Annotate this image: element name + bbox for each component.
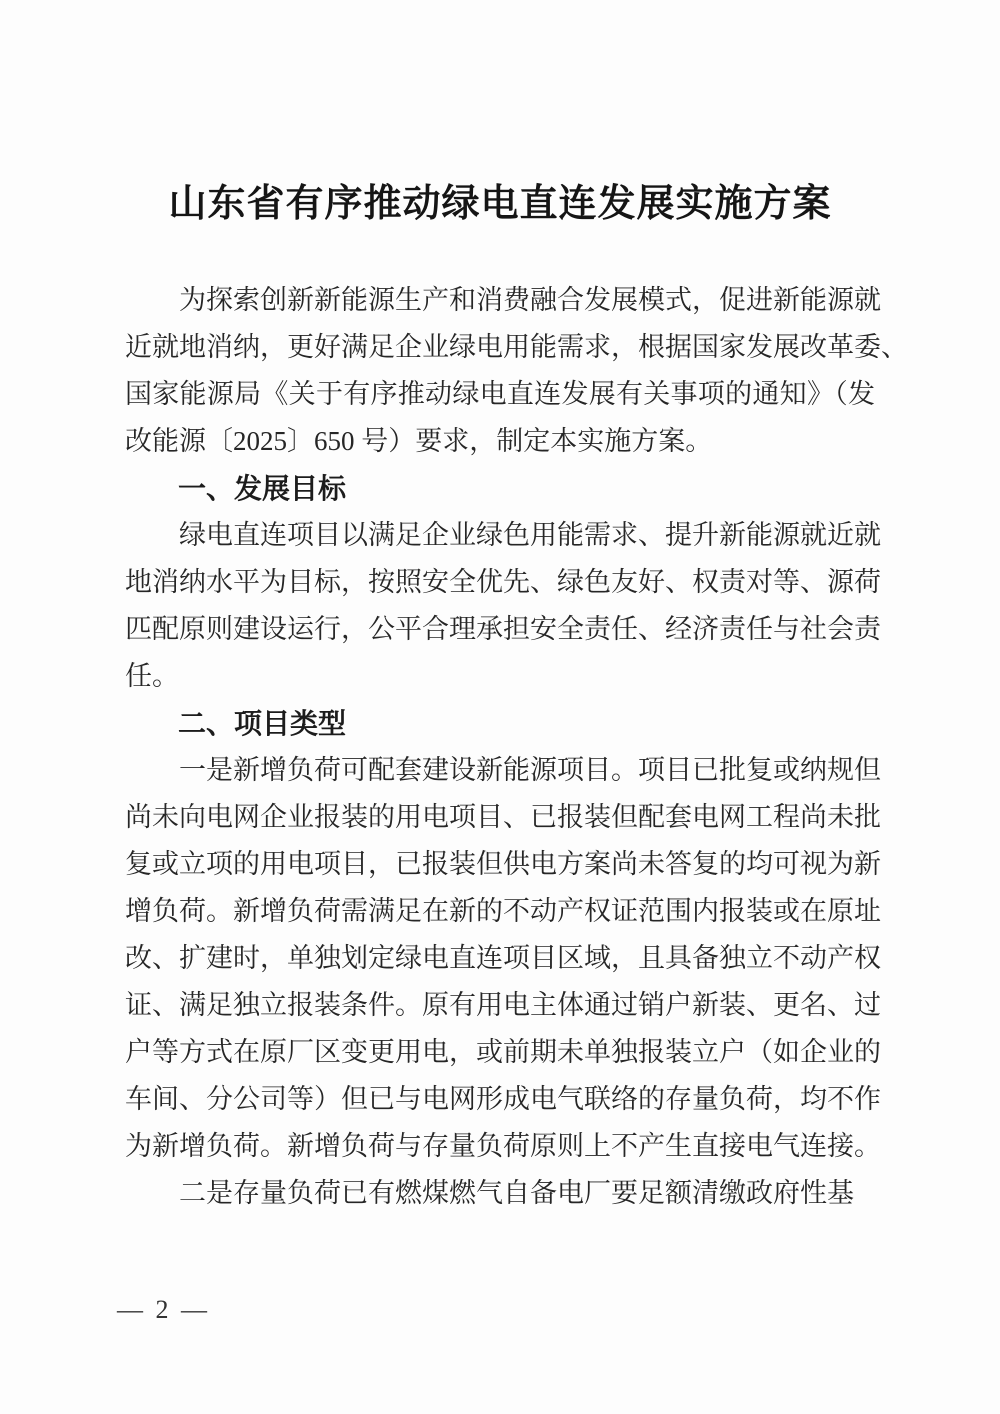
para1-line4: 改能源〔2025〕650 号）要求，制定本实施方案。 bbox=[125, 426, 713, 456]
section-heading-2: 二、项目类型 bbox=[178, 708, 347, 739]
para3-line2: 尚未向电网企业报装的用电项目、已报装但配套电网工程尚未批 bbox=[125, 802, 881, 832]
para3-line3: 复或立项的用电项目，已报装但供电方案尚未答复的均可视为新 bbox=[125, 849, 881, 879]
document-body bbox=[125, 277, 908, 1217]
para1-line3: 国家能源局《关于有序推动绿电直连发展有关事项的通知》（发 bbox=[125, 379, 875, 409]
page-number: — 2 — bbox=[117, 1295, 210, 1324]
para3-line1: 一是新增负荷可配套建设新能源项目。项目已批复或纳规但 bbox=[179, 755, 881, 785]
para3-line5: 改、扩建时，单独划定绿电直连项目区域，且具备独立不动产权 bbox=[125, 943, 881, 973]
para3-line6: 证、满足独立报装条件。原有用电主体通过销户新装、更名、过 bbox=[125, 990, 881, 1020]
para3-line7: 户等方式在原厂区变更用电，或前期未单独报装立户（如企业的 bbox=[125, 1037, 881, 1067]
document-title: 山东省有序推动绿电直连发展实施方案 bbox=[168, 183, 832, 225]
para3-line9: 为新增负荷。新增负荷与存量负荷原则上不产生直接电气连接。 bbox=[125, 1131, 881, 1161]
para3-line4: 增负荷。新增负荷需满足在新的不动产权证范围内报装或在原址 bbox=[125, 896, 881, 926]
para2-line4: 任。 bbox=[125, 661, 179, 691]
para3-line8: 车间、分公司等）但已与电网形成电气联络的存量负荷，均不作 bbox=[125, 1084, 881, 1114]
para2-line3: 匹配原则建设运行，公平合理承担安全责任、经济责任与社会责 bbox=[125, 614, 881, 644]
para4-line1: 二是存量负荷已有燃煤燃气自备电厂要足额清缴政府性基 bbox=[179, 1178, 854, 1208]
para2-line1: 绿电直连项目以满足企业绿色用能需求、提升新能源就近就 bbox=[179, 520, 881, 550]
para1-line1: 为探索创新新能源生产和消费融合发展模式，促进新能源就 bbox=[179, 285, 881, 315]
para1-line2: 近就地消纳，更好满足企业绿电用能需求，根据国家发展改革委、 bbox=[125, 332, 908, 362]
section-heading-1: 一、发展目标 bbox=[178, 473, 347, 504]
para2-line2: 地消纳水平为目标，按照安全优先、绿色友好、权责对等、源荷 bbox=[125, 567, 881, 597]
